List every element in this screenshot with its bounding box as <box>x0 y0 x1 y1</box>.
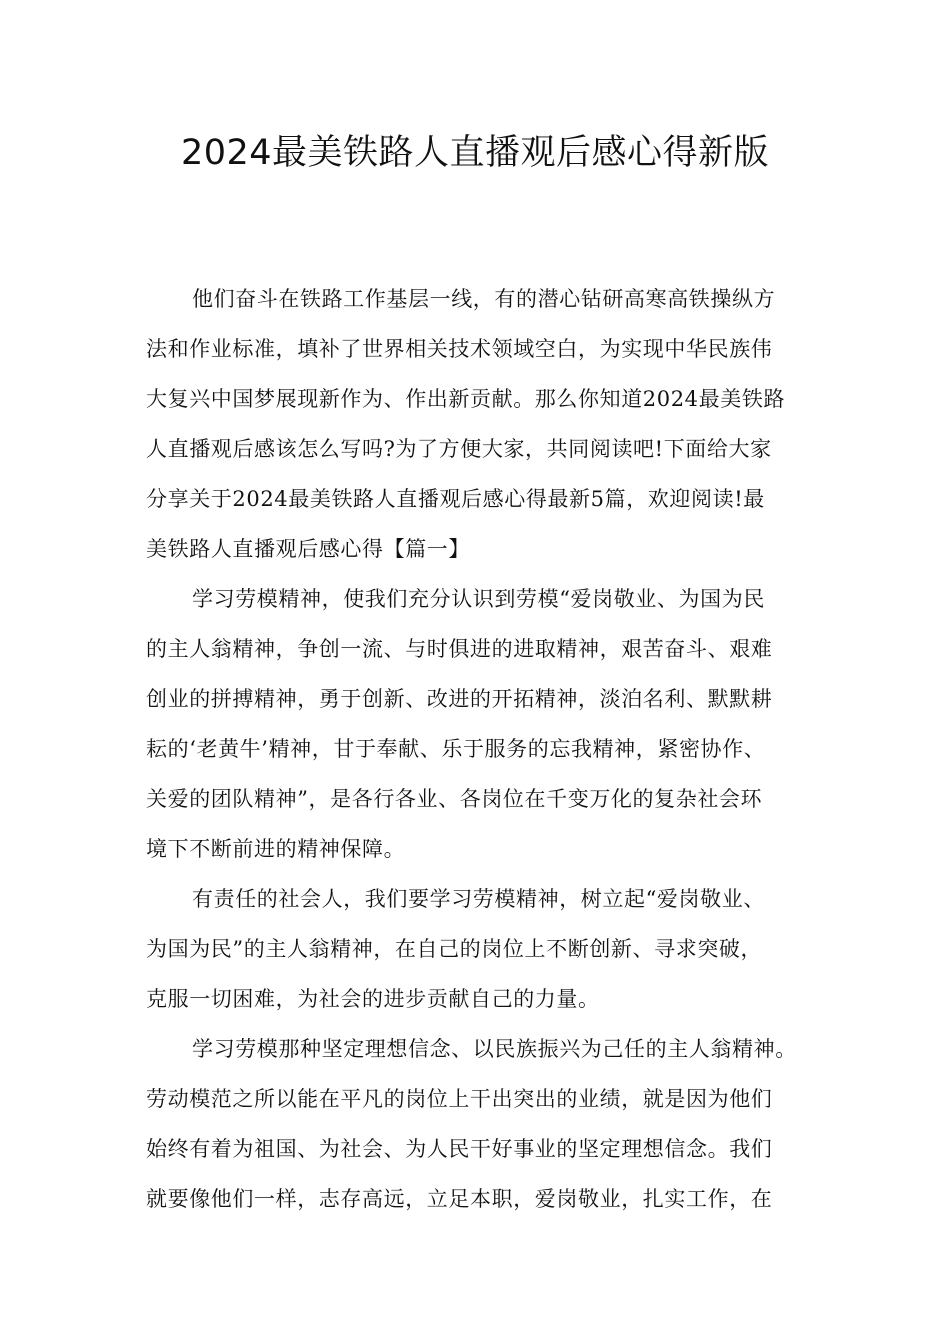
paragraph-line: 始终有着为祖国、为社会、为人民干好事业的坚定理想信念。我们 <box>146 1137 773 1161</box>
paragraph-line: 创业的拼搏精神，勇于创新、改进的开拓精神，淡泊名利、默默耕 <box>146 687 773 711</box>
paragraph-line: 的主人翁精神，争创一流、与时俱进的进取精神，艰苦奋斗、艰难 <box>146 637 773 661</box>
paragraph-line: 克服一切困难，为社会的进步贡献自己的力量。 <box>146 987 600 1011</box>
paragraph-line: 大复兴中国梦展现新作为、作出新贡献。那么你知道2024最美铁路 <box>146 387 786 411</box>
paragraph-line: 关爱的团队精神”，是各行各业、各岗位在千变万化的复杂社会环 <box>146 787 763 811</box>
paragraph-first-line: 有责任的社会人，我们要学习劳模精神，树立起“爱岗敬业、 <box>192 887 765 911</box>
paragraph-line: 人直播观后感该怎么写吗?为了方便大家，共同阅读吧!下面给大家 <box>146 437 772 461</box>
paragraph-line: 耘的‘老黄牛’精神，甘于奉献、乐于服务的忘我精神，紧密协作、 <box>146 737 766 761</box>
paragraph-line: 境下不断前进的精神保障。 <box>146 837 406 861</box>
paragraph-line: 就要像他们一样，志存高远，立足本职，爱岗敬业，扎实工作，在 <box>146 1187 773 1211</box>
paragraph-first-line: 他们奋斗在铁路工作基层一线，有的潜心钻研高寒高铁操纵方 <box>192 287 776 311</box>
paragraph-line: 美铁路人直播观后感心得【篇一】 <box>146 537 470 561</box>
document-title: 2024最美铁路人直播观后感心得新版 <box>180 133 770 173</box>
paragraph-first-line: 学习劳模那种坚定理想信念、以民族振兴为己任的主人翁精神。 <box>192 1037 797 1061</box>
paragraph-line: 分享关于2024最美铁路人直播观后感心得最新5篇，欢迎阅读!最 <box>146 487 765 511</box>
paragraph-line: 法和作业标准，填补了世界相关技术领域空白，为实现中华民族伟 <box>146 337 773 361</box>
paragraph-first-line: 学习劳模精神，使我们充分认识到劳模“爱岗敬业、为国为民 <box>192 587 765 611</box>
paragraph-line: 劳动模范之所以能在平凡的岗位上干出突出的业绩，就是因为他们 <box>146 1087 773 1111</box>
paragraph-line: 为国为民”的主人翁精神，在自己的岗位上不断创新、寻求突破， <box>146 937 763 961</box>
document-body <box>146 274 826 1224</box>
